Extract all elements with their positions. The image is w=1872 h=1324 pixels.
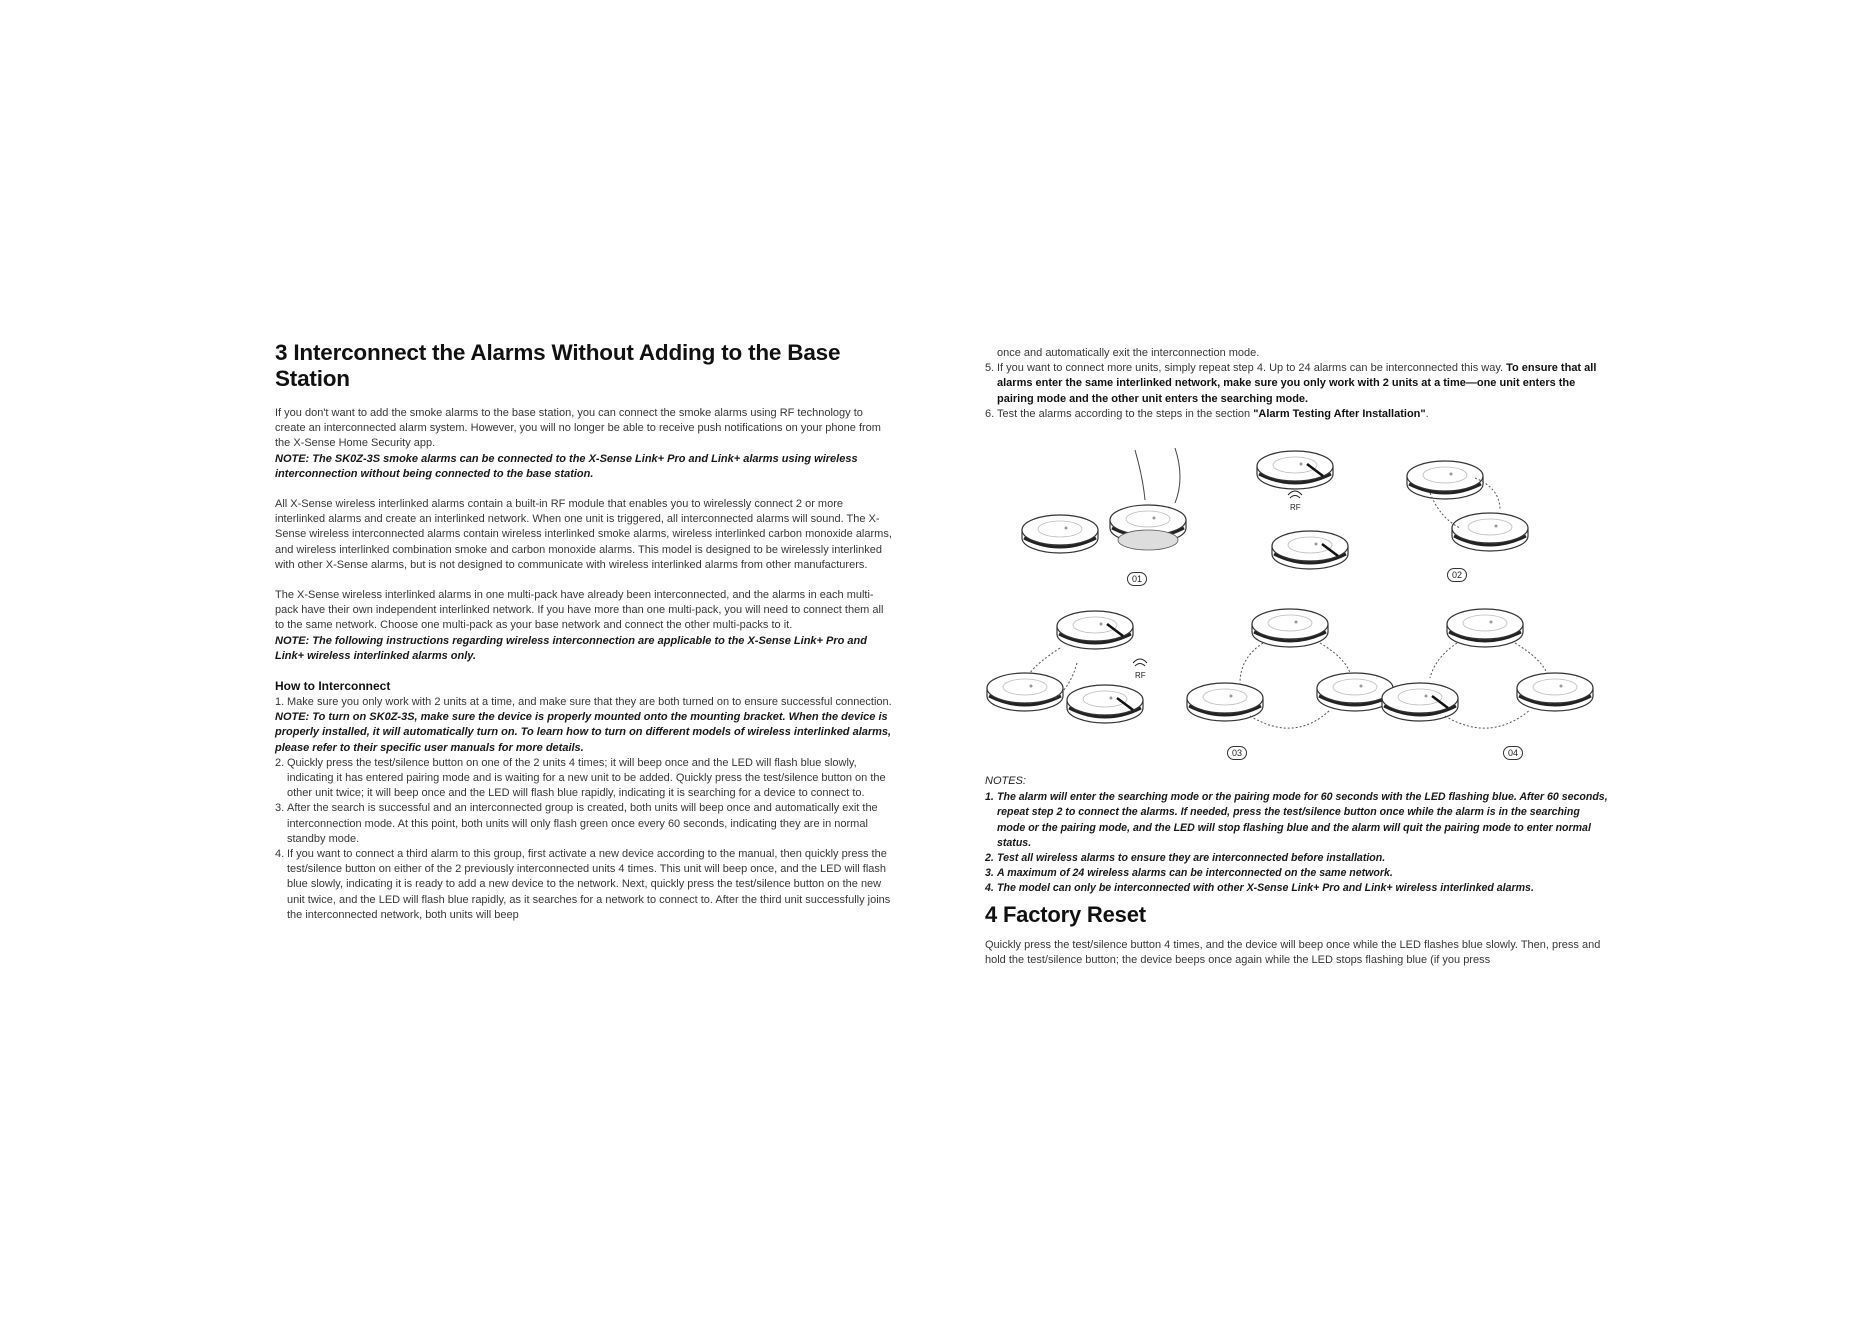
step-4-continued: once and automatically exit the interconnection mode. bbox=[997, 347, 1260, 359]
step-3: 3. After the search is successful and an interconnected group is created, both units will beep once and automatically exit the interconnection mode. At this point, both units will only flash green once every 60 seconds, indicating they are in normal standby mode. bbox=[275, 802, 878, 845]
alarm-unit bbox=[1517, 673, 1593, 711]
intro-paragraph: If you don't want to add the smoke alarms to the base station, you can connect the smoke alarms using RF technology to create an interconnected alarm system. However, you will no longer be able to receive push notifications on your phone from the X-Sense Home Security app. bbox=[275, 407, 881, 450]
alarm-testing-reference: "Alarm Testing After Installation" bbox=[1253, 407, 1426, 420]
rf-label: RF bbox=[1290, 503, 1301, 512]
alarm-unit bbox=[1452, 513, 1528, 551]
rf-signal-icon bbox=[1288, 491, 1302, 512]
notes-block bbox=[985, 774, 1610, 897]
step-6: 6. Test the alarms according to the steps in the section "Alarm Testing After Installation". bbox=[985, 407, 1429, 420]
alarm-diagram bbox=[985, 448, 1605, 758]
note-item: 3. A maximum of 24 wireless alarms can be interconnected on the same network. bbox=[985, 867, 1393, 880]
step-5: 5. If you want to connect more units, simply repeat step 4. Up to 24 alarms can be interconnected this way. To ensure that all alarms enter the same interlinked network, make sure you only work with 2 units at a time—one unit enters the pairing mode and the other unit enters the searching mode. bbox=[985, 362, 1597, 405]
alarm-unit bbox=[1382, 683, 1458, 721]
section-4-title: 4 Factory Reset bbox=[985, 902, 1146, 927]
factory-reset-section bbox=[985, 902, 1610, 968]
alarm-unit bbox=[1057, 611, 1133, 649]
figure-label-02: 02 bbox=[1447, 568, 1467, 582]
rf-label: RF bbox=[1135, 671, 1146, 680]
step-6-text: Test the alarms according to the steps in the section bbox=[997, 407, 1254, 420]
note-item: 4. The model can only be interconnected with other X-Sense Link+ Pro and Link+ wireless interlinked alarms. bbox=[985, 882, 1534, 895]
right-column bbox=[985, 346, 1605, 422]
alarm-unit bbox=[1447, 609, 1523, 647]
note-item: 1. The alarm will enter the searching mode or the pairing mode for 60 seconds with the LED flashing blue. After 60 seconds, repeat step 2 to connect the alarms. If needed, press the test/silence button once while the alarm is in the searching mode or the pairing mode, and the LED will stop flashing blue and the alarm will quit the pairing mode to enter normal status. bbox=[985, 791, 1608, 849]
step-1: 1. Make sure you only work with 2 units at a time, and make sure that they are both turned on to ensure successful connection. bbox=[275, 696, 892, 709]
section-3-title: 3 Interconnect the Alarms Without Adding to the Base Station bbox=[275, 340, 841, 391]
mounting-bracket bbox=[1118, 530, 1178, 550]
rf-signal-icon bbox=[1133, 659, 1147, 680]
how-to-interconnect-heading: How to Interconnect bbox=[275, 679, 391, 694]
notes-heading: NOTES: bbox=[985, 775, 1026, 787]
alarm-unit bbox=[1187, 683, 1263, 721]
alarm-unit bbox=[1067, 685, 1143, 723]
note-turn-on: NOTE: To turn on SK0Z-3S, make sure the device is properly mounted onto the mounting bracket. When the device is properly installed, it will automatically turn on. To learn how to turn on different models of wireless interlinked alarms, please refer to their specific user manuals for more details. bbox=[275, 711, 892, 754]
alarm-unit bbox=[1252, 609, 1328, 647]
figure-label-03: 03 bbox=[1227, 746, 1247, 760]
alarm-unit bbox=[1272, 531, 1348, 569]
step-5-text: If you want to connect more units, simply repeat step 4. Up to 24 alarms can be interconnected this way. bbox=[997, 362, 1507, 375]
multipack-paragraph: The X-Sense wireless interlinked alarms in one multi-pack have already been interconnected, and the alarms in each multi-pack have their own independent interlinked network. If you have more than one multi-pack, you will need to connect them all to the same network. Choose one multi-pack as your base network and connect the other multi-packs to it. bbox=[275, 589, 884, 632]
alarm-unit bbox=[987, 673, 1063, 711]
figure-label-01: 01 bbox=[1127, 572, 1147, 586]
step-5-bold: To ensure that all alarms enter the same interlinked network, make sure you only work with 2 units at a time—one unit enters the pairing mode and the other unit enters the searching mode. bbox=[997, 362, 1597, 405]
link-line bbox=[1030, 648, 1060, 673]
interconnect-illustration bbox=[985, 448, 1605, 758]
hand-outline bbox=[1135, 448, 1180, 503]
figure-label-04: 04 bbox=[1503, 746, 1523, 760]
alarm-unit bbox=[1407, 461, 1483, 499]
step-4: 4. If you want to connect a third alarm to this group, first activate a new device according to the manual, then quickly press the test/silence button on either of the 2 previously interconnected units 4 times. This unit will beep once, and the LED will flash blue slowly, indicating it is ready to add a new device to the network. Next, quickly press the test/silence button on the new unit twice, and the LED will flash blue rapidly, as it searches for a network to connect to. After the third unit successfully joins the interconnected network, both units will beep bbox=[275, 848, 891, 921]
factory-reset-paragraph: Quickly press the test/silence button 4 times, and the device will beep once while the LED flashes blue slowly. Then, press and hold the test/silence button; the device beeps once again while the LED stops flashing blue (if you press bbox=[985, 939, 1601, 967]
note-instructions-applicable: NOTE: The following instructions regarding wireless interconnection are applicable to the X-Sense Link+ Pro and Link+ wireless interlinked alarms only. bbox=[275, 634, 867, 662]
left-column bbox=[275, 340, 895, 923]
step-2: 2. Quickly press the test/silence button on one of the 2 units 4 times; it will beep once and the LED will flash blue slowly, indicating it has entered pairing mode and is waiting for a new unit to be added. Quickly press the test/silence button on the other unit twice; it will beep once and the LED will flash blue rapidly, indicating it is searching for a device to connect to. bbox=[275, 756, 886, 800]
note-link-pro: NOTE: The SK0Z-3S smoke alarms can be connected to the X-Sense Link+ Pro and Link+ alarms using wireless interconnection without being connected to the base station. bbox=[275, 452, 858, 480]
alarm-unit bbox=[1022, 515, 1098, 553]
rf-module-paragraph: All X-Sense wireless interlinked alarms contain a built-in RF module that enables you to wirelessly connect 2 or more interlinked alarms and create an interlinked network. When one unit is triggered, all interconnected alarms will sound. The X-Sense wireless interconnected alarms contain wireless interlinked smoke alarms, wireless interlinked carbon monoxide alarms, and wireless interlinked combination smoke and carbon monoxide alarms. This model is designed to be wirelessly interlinked with other X-Sense alarms, but is not designed to communicate with wireless interlinked alarms from other manufacturers. bbox=[275, 498, 892, 571]
note-item: 2. Test all wireless alarms to ensure they are interconnected before installation. bbox=[985, 852, 1386, 865]
